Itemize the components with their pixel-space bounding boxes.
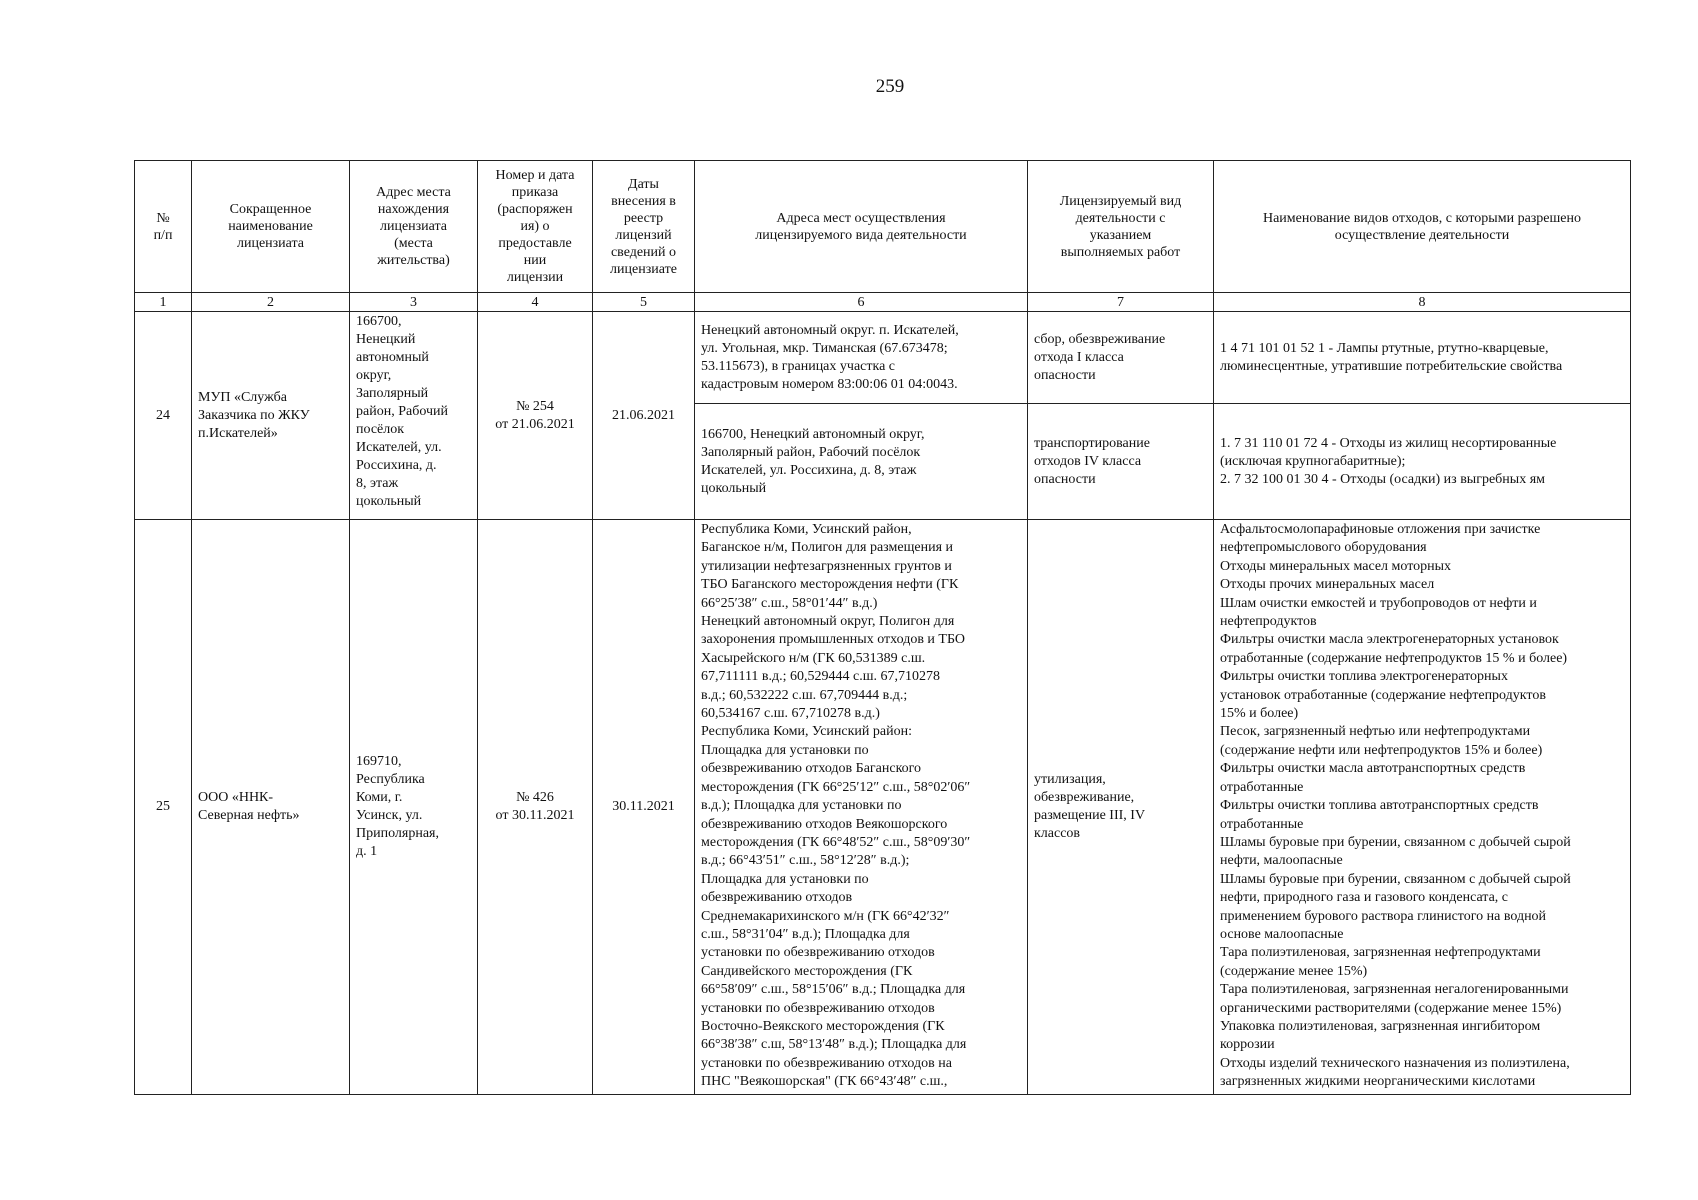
- waste-types: Асфальтосмолопарафиновые отложения при зачистке нефтепромыслового оборудования Отходы минеральных масел моторных Отходы прочих минеральных масел Шлам очистки емкостей и трубопроводов от нефти и нефтепродуктов Фильтры очистки масла электрогенераторных установок отработанные (содержание нефтепродуктов 15 % и более) Фильтры очистки топлива электрогенераторных установок отработанные (содержание нефтепродуктов 15% и более) Песок, загрязненный нефтью или нефтепродуктами (содержание нефти или нефтепродуктов 15% и более) Фильтры очистки масла автотранспортных средств отработанные Фильтры очистки топлива автотранспортных средств отработанные Шламы буровые при бурении, связанном с добычей сырой нефти, малоопасные Шламы буровые при бурении, связанном с добычей сырой нефти, природного газа и газового конденсата, с применением бурового раствора глинистого на водной основе малоопасные Тара полиэтиленовая, загрязненная нефтепродуктами (содержание менее 15%) Тара полиэтиленовая, загрязненная негалогенированными органическими растворителями (содержание менее 15%) Упаковка полиэтиленовая, загрязненная ингибитором коррозии Отходы изделий технического назначения из полиэтилена, загрязненных жидкими неорганическими кислотами: [1214, 520, 1631, 1095]
- activity-place: 166700, Ненецкий автономный округ, Заполярный район, Рабочий посёлок Искателей, ул. Россихина, д. 8, этаж цокольный: [695, 404, 1028, 520]
- activity-type: транспортирование отходов IV класса опасности: [1028, 404, 1214, 520]
- order-number-date: № 254 от 21.06.2021: [478, 312, 593, 520]
- column-number: 8: [1214, 293, 1631, 312]
- header-row: [135, 161, 1631, 293]
- header-number: № п/п: [135, 161, 192, 293]
- row-number: 24: [135, 312, 192, 520]
- activity-place: Республика Коми, Усинский район, Баганское н/м, Полигон для размещения и утилизации нефтезагрязненных грунтов и ТБО Баганского месторождения нефти (ГК 66°25′38″ с.ш., 58°01′44″ в.д.) Ненецкий автономный округ, Полигон для захоронения промышленных отходов и ТБО Хасырейского н/м (ГК 60,531389 с.ш. 67,711111 в.д.; 60,529444 с.ш. 67,710278 в.д.; 60,532222 с.ш. 67,709444 в.д.; 60,534167 с.ш. 67,710278 в.д.) Республика Коми, Усинский район: Площадка для установки по обезвреживанию отходов Баганского месторождения (ГК 66°25′12″ с.ш., 58°02′06″ в.д.); Площадка для установки по обезвреживанию отходов Веякошорского месторождения (ГК 66°48′52″ с.ш., 58°09′30″ в.д.; 66°43′51″ с.ш., 58°12′28″ в.д.); Площадка для установки по обезвреживанию отходов Среднемакарихинского м/н (ГК 66°42′32″ с.ш., 58°31′04″ в.д.); Площадка для установки по обезвреживанию отходов Сандивейского месторождения (ГК 66°58′09″ с.ш., 58°15′06″ в.д.; Площадка для установки по обезвреживанию отходов Восточно-Веякского месторождения (ГК 66°38′38″ с.ш, 58°13′48″ в.д.); Площадка для установки по обезвреживанию отходов на ПНС "Веякошорская" (ГК 66°43′48″ с.ш.,: [695, 520, 1028, 1095]
- licensee-name: МУП «Служба Заказчика по ЖКУ п.Искателей»: [192, 312, 350, 520]
- column-number: 4: [478, 293, 593, 312]
- column-number: 6: [695, 293, 1028, 312]
- header-registry-date: Даты внесения в реестр лицензий сведений о лицензиате: [593, 161, 695, 293]
- column-number-row: [135, 293, 1631, 312]
- column-number: 2: [192, 293, 350, 312]
- activity-place: Ненецкий автономный округ. п. Искателей, ул. Угольная, мкр. Тиманская (67.673478; 53.115673), в границах участка с кадастровым номером 83:00:06 01 04:0043.: [695, 312, 1028, 404]
- waste-types: 1 4 71 101 01 52 1 - Лампы ртутные, ртутно-кварцевые, люминесцентные, утратившие потребительские свойства: [1214, 312, 1631, 404]
- table-row: [135, 312, 1631, 404]
- licensee-address: 169710, Республика Коми, г. Усинск, ул. Приполярная, д. 1: [350, 520, 478, 1095]
- order-number-date: № 426 от 30.11.2021: [478, 520, 593, 1095]
- licensee-address: 166700, Ненецкий автономный округ, Заполярный район, Рабочий посёлок Искателей, ул. Россихина, д. 8, этаж цокольный: [350, 312, 478, 520]
- header-waste-types: Наименование видов отходов, с которыми разрешено осуществление деятельности: [1214, 161, 1631, 293]
- registry-date: 30.11.2021: [593, 520, 695, 1095]
- header-licensee-name: Сокращенное наименование лицензиата: [192, 161, 350, 293]
- page-number: 259: [875, 76, 905, 97]
- header-licensee-address: Адрес места нахождения лицензиата (места жительства): [350, 161, 478, 293]
- activity-type: утилизация, обезвреживание, размещение III, IV классов: [1028, 520, 1214, 1095]
- registry-date: 21.06.2021: [593, 312, 695, 520]
- header-activity-type: Лицензируемый вид деятельности с указанием выполняемых работ: [1028, 161, 1214, 293]
- licensee-name: ООО «ННК- Северная нефть»: [192, 520, 350, 1095]
- column-number: 7: [1028, 293, 1214, 312]
- column-number: 5: [593, 293, 695, 312]
- column-number: 3: [350, 293, 478, 312]
- row-number: 25: [135, 520, 192, 1095]
- activity-type: сбор, обезвреживание отхода I класса опасности: [1028, 312, 1214, 404]
- waste-types: 1. 7 31 110 01 72 4 - Отходы из жилищ несортированные (исключая крупногабаритные); 2. 7 32 100 01 30 4 - Отходы (осадки) из выгребных ям: [1214, 404, 1631, 520]
- license-registry-table: [134, 160, 1631, 1095]
- column-number: 1: [135, 293, 192, 312]
- header-activity-places: Адреса мест осуществления лицензируемого вида деятельности: [695, 161, 1028, 293]
- header-order: Номер и дата приказа (распоряжен ия) о предоставле нии лицензии: [478, 161, 593, 293]
- table-row: [135, 520, 1631, 1095]
